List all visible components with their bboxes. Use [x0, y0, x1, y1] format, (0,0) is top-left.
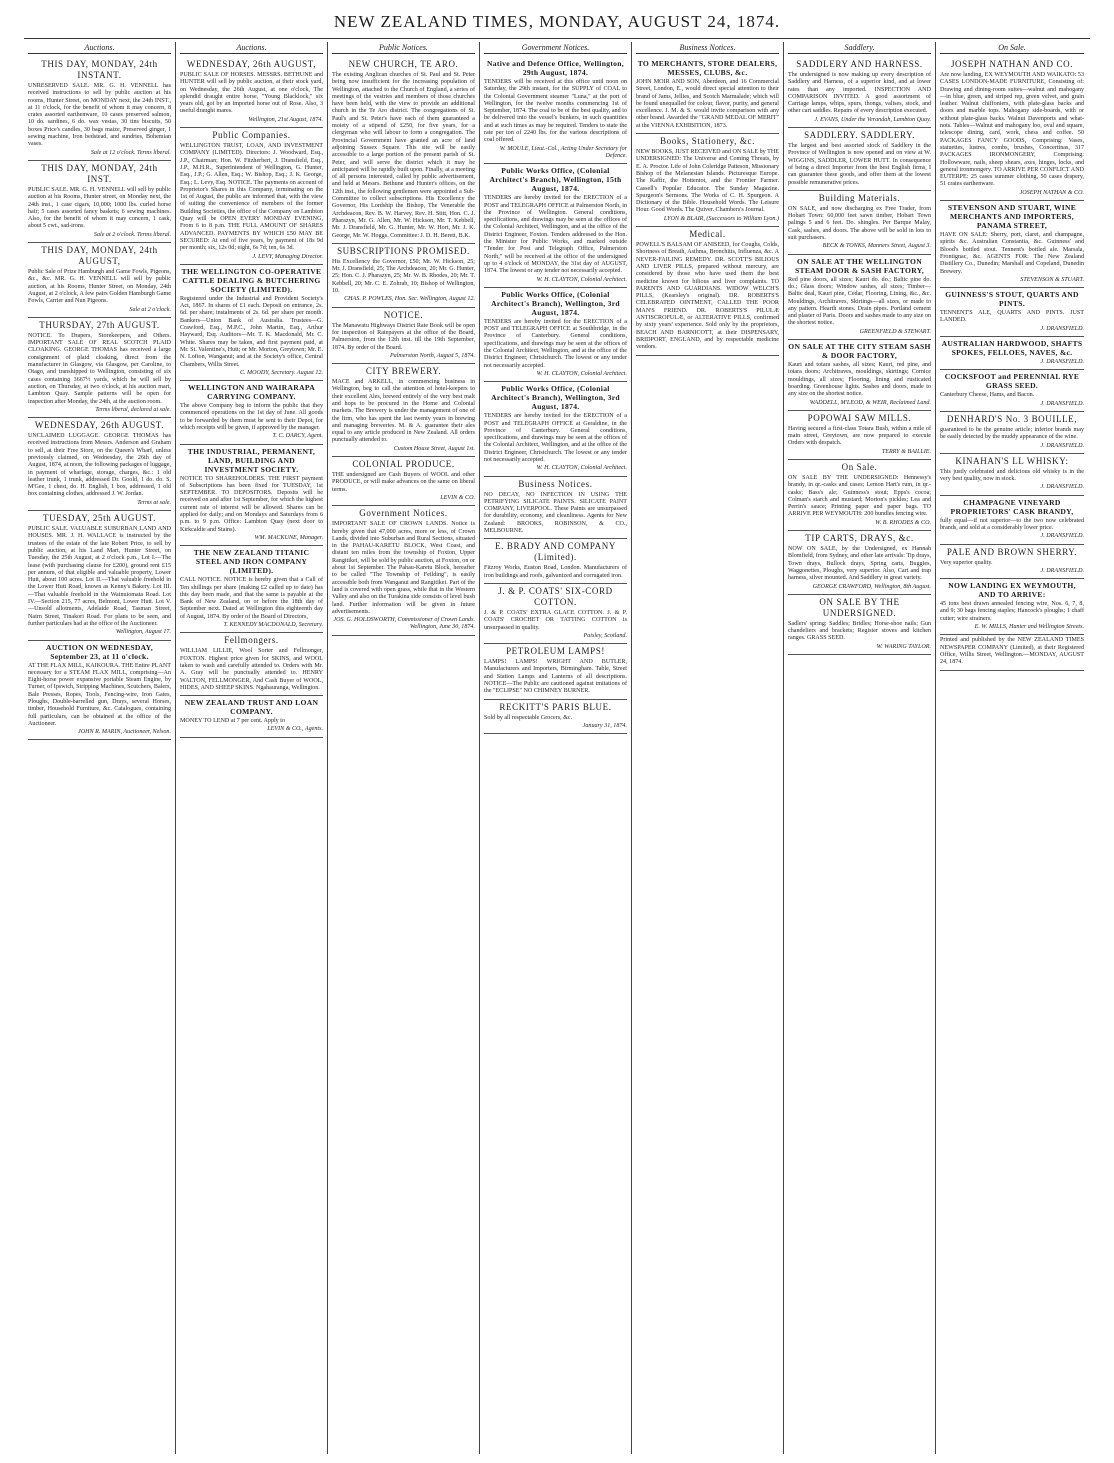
advertisement-title: On Sale. — [841, 461, 878, 472]
advertisement-title: SUBSCRIPTIONS PROMISED. — [337, 245, 470, 256]
advertisement-title: COCKSFOOT and PERENNIAL RYE GRASS SEED. — [944, 372, 1080, 391]
advertisement-body: Having secured a first-class Totara Bush, within a mile of main street, Greytown, are now prepared to execute Orders with despatch. — [788, 425, 931, 447]
column-heading: Auctions. — [28, 42, 171, 54]
advertisement-title: STEVENSON AND STUART, WINE MERCHANTS AND IMPORTERS, PANAMA STREET, — [947, 203, 1077, 231]
column-2 — [176, 42, 328, 1454]
advertisement-body: Very superior quality. — [940, 559, 993, 566]
advertisement-body: NOW ON SALE, by the Undersigned, ex Hannah Blomfield, from Sydney, and other late arrivals: Tip drays, Town drays, Bullock drays, Spring carts, Buggies, Waggonettes, Ploughs, very superior. Also, Cart and trap harness, silver mounted. And Saddlery in great variety. — [788, 546, 931, 582]
advertisement-signature: BECK & TONKS, Manners Street, August 3. — [822, 243, 931, 250]
advertisement-signature: January 31, 1874. — [582, 722, 627, 729]
advertisement-body: This justly celebrated and delicious old whisky is in the very best quality, now in stock. — [940, 468, 1084, 483]
advertisement-signature: Sale at 2 o'clock. Terms liberal. — [93, 231, 171, 238]
column-heading: Saddlery. — [788, 42, 931, 54]
advertisement-title: COLONIAL PRODUCE. — [352, 459, 455, 470]
column-3 — [328, 42, 480, 1454]
advertisement-body: WELLINGTON TRUST, LOAN, AND INVESTMENT COMPANY (LIMITED). Directors: J. Woodward, Esq., J.P., Chairman; Hon. W. Fitzherbert, J. Dransfield, Esq., J.P., M.H.R., Superintendent of Wellington, G. Hunter, Esq., J.P.; G. Allen, Esq.; W. Bishop, Esq.; J. K. George, Esq.; L. Levy, Esq. NOTICE. The payments on account of Proprietor's Shares in this Company, terminating on the 1st of August, the public are informed that, with the view of suiting the convenience of members of the former Building Societies, the office of the Company on Lambton Quay will be OPEN EVERY MONDAY EVENING, From 6 to 8 p.m. THE FULL AMOUNT OF SHARES ADVANCED. PAYMENTS BY WHICH £50 MAY BE SECURED: At end of five years, by payment of 18s 9d per month; six, 12s 0d; eight, 6s 7d; ten, 6s 3d. — [180, 143, 323, 252]
advertisement — [28, 418, 171, 511]
advertisement — [940, 545, 1084, 580]
advertisement-body: Public Sale of Prize Hamburgh and Game Fowls, Pigeons, &c., &c. MR. G. H. VENNELL will sell by public auction, at his Rooms, Hunter Street, on Monday, 24th August, at 2 o'clock, A few pairs Golden Hamburgh Game Fowls, Carrier and Nun Pigeons. — [28, 269, 171, 305]
advertisement — [332, 244, 475, 308]
advertisement-title: NOTICE. — [383, 309, 424, 320]
advertisement-body: MACE and ARKELL, in commencing business in Wellington, beg to call the attention of hotel-keepers to their excellent Ales, brewed entirely of the very best malt and hops to be procured in the Home and Colonial markets. The Brewery is under the management of one of the firm, who has spent the last twenty years in brewing and managing breweries. M. & A. guarantee their ales equal to any article produced in New Zealand. All orders punctually attended to. — [332, 379, 475, 444]
advertisement — [940, 288, 1084, 337]
advertisement-body: Sold by all respectable Grocers, &c. — [484, 714, 573, 721]
advertisement-title: Fellmongers. — [224, 635, 279, 646]
column-heading: Public Notices. — [332, 42, 475, 54]
advertisement — [636, 57, 779, 134]
advertisement-signature: Palmerston North, August 5, 1874. — [389, 352, 475, 359]
advertisement — [180, 546, 323, 633]
advertisement — [484, 477, 627, 540]
masthead: NEW ZEALAND TIMES, MONDAY, AUGUST 24, 1874. — [333, 12, 781, 31]
advertisement-signature: WADDELL, M'LEOD, & WEIR, Reclaimed Land. — [809, 399, 931, 406]
advertisement — [788, 255, 931, 340]
advertisement — [484, 539, 627, 584]
advertisement — [180, 128, 323, 265]
advertisement — [180, 381, 323, 444]
advertisement-body: PUBLIC SALE. MR. G. H. VENNELL will sell by public auction at his Rooms, Hunter street, on Monday next, the 24th inst., 1 case cigars, 10,000; 1000 lbs. curled horse hair; 5 cases assorted fancy baskets; 6 sewing machines. Also, for the benefit of whom it may concern, 1 cask, about 5 cwt., sad-irons. — [28, 186, 171, 230]
column-4 — [480, 42, 632, 1454]
advertisement-title: NOW LANDING EX WEYMOUTH, AND TO ARRIVE: — [948, 581, 1076, 600]
advertisement-title: KINAHAN'S LL WHISKY: — [955, 455, 1069, 466]
advertisement-signature: Wellington, August 17. — [115, 629, 171, 636]
advertisement — [788, 411, 931, 460]
advertisement-title: PALE AND BROWN SHERRY. — [946, 546, 1078, 557]
advertisement — [180, 57, 323, 128]
advertisement-body: TENDERS are hereby invited for the ERECTION of a POST and TELEGRAPH OFFICE at Southbridge, in the Province of Canterbury. General conditions, specifications, and drawings may be seen at the offices of the Colonial Architect, Wellington, and at the office of the District Engineer, Christchurch. The lowest or any tender not necessarily accepted. — [484, 318, 627, 369]
advertisement-body: The above Company beg to inform the public that they commenced operations on the 1st day of June. All goods to be forwarded by them must be sent to their Depot, for which receipts will be given, if approved by the manager. — [180, 403, 323, 431]
advertisement — [788, 191, 931, 255]
advertisement-signature: W. WARING TAYLOR. — [876, 643, 931, 650]
advertisement — [940, 496, 1084, 545]
advertisement — [332, 308, 475, 364]
advertisement-title: PETROLEUM LAMPS! — [506, 646, 605, 657]
advertisement — [28, 641, 171, 741]
advertisement-title: SADDLERY AND HARNESS. — [796, 59, 923, 69]
advertisement-signature: Sale at 2 o'clock. — [129, 306, 171, 313]
advertisement-signature: LEVIN & CO., Agents. — [267, 726, 323, 733]
advertisement-signature: W. H. CLAYTON, Colonial Architect. — [536, 465, 627, 472]
advertisement-title: ON SALE BY THE UNDERSIGNED. — [819, 596, 900, 618]
advertisement-title: THIS DAY, MONDAY, 24th INSTANT. — [41, 59, 158, 80]
advertisement-title: NEW ZEALAND TRUST AND LOAN COMPANY. — [184, 698, 319, 717]
advertisement — [484, 584, 627, 644]
advertisement-signature: JOHN R. MARIN, Auctioneer, Nelson. — [78, 729, 171, 736]
advertisement — [484, 288, 627, 382]
advertisement-body: NOTICE TO SHAREHOLDERS. THE FIRST payment of Subscriptions has been fixed for TUESDAY, 1st SEPTEMBER. TO DEPOSITORS. Deposits will be received on and after 1st September, for which the highest current rate of interest will be allowed. Shares can be applied for daily; and on Mondays and Saturdays from 6 p.m. to 9 p.m. Office: Lambton Quay (next door to Kirkcaldie and Stains). — [180, 475, 323, 533]
masthead-rule — [24, 38, 1090, 39]
advertisement-body: The undersigned is now making up every description of Saddlery and Harness, of a superior kind, and at lower rates than any imported. INSPECTION AND COMPARISON INVITED. A good assortment of Carriage lamps, whips, spurs, thongs, valises, stock, and other cart saddles. Repairs of every description executed. — [788, 72, 931, 115]
advertisement-signature: Custom House Street, August 1st. — [393, 445, 475, 452]
advertisement-body: 45 tons best drawn annealed fencing wire, Nos. 6, 7, 8, and 9; 30 bags fencing staples; Hancock's ploughs; 1 chaff cutter; wire strainers. — [940, 601, 1084, 622]
advertisement — [940, 412, 1084, 454]
advertisement-title: Public Works Office, (Colonial Architect's Branch), Wellington, 3rd August, 1874. — [491, 289, 620, 317]
advertisement-body: His Excellency the Governor, £50; Mr. W. Hickson, 25; Mr. J. Dransfield, 25; The Archdeacon, 20; Mr. G. Hunter, 25; Hon. C. J. Pharazyn, 25; Mr. W. B. Rhodes, 20; Mr. T. Kebbell, 20; Mr. C. E. Zohrab, 10; Bishop of Wellington, 10. — [332, 258, 475, 295]
advertisement — [484, 644, 627, 699]
advertisement-title: CITY BREWERY. — [365, 366, 442, 377]
advertisement — [940, 635, 1084, 670]
advertisement-body: POWELL'S BALSAM OF ANISEED, for Coughs, Colds, Shortness of Breath, Asthma, Bronchitis, Influenza, &c. A NEVER-FAILING REMEDY. DR. SCOTT'S BILIOUS AND LIVER PILLS, prepared without mercury, are considered by those who have used them the best medicine known for bilious and liver complaints. TO PARENTS AND GUARDIANS. WIDOW WELCH'S PILLS, (Kearsley's original). DR. ROBERTS'S CELEBRATED OINTMENT, CALLED THE POOR MAN'S FRIEND. DR. ROBERTS'S PILULÆ ANTISCROFULÆ, or ALTERATIVE PILLS, confirmed by sixty years' experience. Sold only by the proprietors, BEACH AND BARNICOTT, at their DISPENSARY, BRIDPORT, ENGLAND, and by respectable medicine vendors. — [636, 242, 779, 351]
advertisement — [28, 57, 171, 161]
advertisement-signature: JOSEPH NATHAN & CO. — [1019, 189, 1084, 196]
advertisement-signature: J. DRANSFIELD. — [1040, 325, 1084, 332]
advertisement-signature: J. DRANSFIELD. — [1040, 359, 1084, 366]
advertisement-title: AUSTRALIAN HARDWOOD, SHAFTS SPOKES, FELLOES, NAVES, &c. — [941, 339, 1083, 358]
advertisement-signature: J. DRANSFIELD. — [1040, 400, 1084, 407]
column-7 — [936, 42, 1088, 1454]
advertisement-title: THE INDUSTRIAL, PERMANENT, LAND, BUILDING AND INVESTMENT SOCIETY. — [187, 446, 316, 474]
advertisement — [28, 318, 171, 418]
advertisement-signature: W. H. CLAYTON, Colonial Architect. — [536, 276, 627, 283]
advertisement-body: NO DECAY, NO INFECTION IN USING THE PETRIFYING SILICATE PAINTS. SILICATE PAINT COMPANY, LIVERPOOL. These Paints are unsurpassed for durability, economy, and cleanliness. Agents for New Zealand: BROOKS, ROBINSON, & CO., MELBOURNE. — [484, 491, 627, 535]
advertisement-body: Printed and published by the NEW ZEALAND TIMES NEWSPAPER COMPANY (Limited), at their Registered Office, Willis Street, Wellington.—MONDAY, AUGUST 24, 1874. — [940, 637, 1084, 666]
advertisement-signature: Terms at sale. — [137, 499, 171, 506]
advertisement — [180, 696, 323, 738]
advertisement-signature: T. C. DARCY, Agent. — [272, 433, 323, 440]
advertisement-title: THIS DAY, MONDAY, 24th INST. — [41, 162, 158, 184]
advertisement-body: Sadlers' spring; Saddles; Bridles; Horse-shoe nails; Gun chandeliers and brackets; Register stoves and kitchen ranges. GRASS SEED. — [788, 620, 931, 642]
advertisement-title: Books, Stationery, &c. — [660, 136, 755, 147]
advertisement-title: Public Works Office, (Colonial Architect's Branch), Wellington, 15th August, 1874. — [489, 166, 622, 194]
advertisement — [940, 454, 1084, 496]
column-6 — [784, 42, 936, 1454]
advertisement — [484, 57, 627, 164]
advertisement — [28, 243, 171, 318]
advertisement-signature: W. MOULE, Lieut.-Col., Acting Under Secretary for Defence. — [499, 145, 627, 159]
advertisement — [332, 364, 475, 457]
advertisement-body: TENDERS will be received at this office until noon on Saturday, the 29th instant, for the SUPPLY of COAL to the Colonial Government steamer "Luna," at the port of Wellington, for the twelve months commencing 1st of September, 1874. The coal to be of the best quality, and to be delivered into the vessel's bunkers, in such quantities and at such times as may be required. Tenders to state the rate per ton of 2240 lbs. for the various descriptions of coal offered. — [484, 79, 627, 144]
advertisement-title: ON SALE AT THE WELLINGTON STEAM DOOR & SASH FACTORY, — [794, 256, 925, 275]
advertisement — [180, 445, 323, 547]
advertisement — [484, 164, 627, 288]
advertisement-body: The Manawatu Highways District Rate Book will be open for inspection of Ratepayers at the office of the Board, Palmerston, from the 12th inst. till the 19th September, 1874. By order of the Board. — [332, 322, 475, 351]
advertisement — [332, 506, 475, 635]
advertisement-body: CALL NOTICE. NOTICE is hereby given that a Call of Ten shillings per share (making £2 called up to date) has this day been made, and that the same is payable at the Bank of New Zealand, on or before the 18th day of September next. Dated at Wellington this eighteenth day of August, 1874. By order of the Board of Directors, — [180, 577, 323, 620]
advertisement-signature: JOS. G. HOLDSWORTH, Commissioner of Crown Lands. Wellington, June 30, 1874. — [333, 617, 475, 631]
advertisement — [788, 128, 931, 191]
advertisement-body: UNRESERVED SALE. MR. G. H. VENNELL has received instructions to sell by public auction at his rooms, Hunter Street, on MONDAY next, the 24th INST., at 11 o'clock, for the benefit of whom it may concern, 8 crates assorted earthenware, 10 cases preserved salmon, 10 do. sardines, 6 do. wax vestas, 30 tins biscuits, 50 boxes Price's candles, 30 bags maize, Preserved ginger, 1 sewing machine, Iron bedstead, and sundries, Bohemian vases. — [28, 83, 171, 148]
advertisement-body: LAMPS! LAMPS! WRIGHT AND BUTLER, Manufacturers and Importers, Birmingham. Table, Street and Station Lamps and Lanterns of all descriptions. NOTICE—The Public are cautioned against imitations of the "ECLIPSE" NO CHIMNEY BURNER. — [484, 659, 627, 695]
advertisement-signature: LYON & BLAIR, (Successors to William Lyon.) — [663, 215, 779, 222]
advertisement-signature: J. DRANSFIELD. — [1040, 442, 1084, 449]
advertisement-title: TUESDAY, 25th AUGUST. — [43, 513, 156, 524]
advertisement-body: NEW BOOKS, JUST RECEIVED and ON SALE by THE UNDERSIGNED: The Universe and Coming Threats, by E. A. Proctor. Life of John Coleridge Patteson, Missionary Bishop of the Melanesian Islands. Picturesque Europe. The Kaffir, the Hottentot, and the Frontier Farmer. Cassell's Popular Educator. The Sunday Magazine. Spurgeon's Sermons. The Works of C. H. Spurgeon. A Dictionary of the Bible. Household Words. The Leisure Hour. Good Words. The Quiver. Chambers's Journal. — [636, 149, 779, 214]
advertisement-title: Native and Defence Office, Wellington, 29th August, 1874. — [487, 59, 624, 77]
advertisement-signature: GEORGE CRAWFORD, Wellington, 8th August. — [812, 583, 931, 590]
advertisement-body: guaranteed to be the genuine article; inferior brands may be easily detected by the muddy appearance of the wine. — [940, 426, 1084, 441]
advertisement — [636, 134, 779, 227]
advertisement-body: TENDERS are hereby invited for the ERECTION of a POST and TELEGRAPH OFFICE at Geraldine, in the Province of Canterbury. General conditions, specifications, and drawings may be seen at the offices of the Colonial Architect, Wellington, and at the office of the District Engineer, Christchurch. The lowest or any tender not necessarily accepted. — [484, 413, 627, 463]
advertisement-title: CHAMPAGNE VINEYARD PROPRIETORS' CASK BRANDY, — [950, 497, 1074, 516]
advertisement-title: AUCTION ON WEDNESDAY, September 23, at 11 o'clock. — [45, 642, 154, 661]
advertisement-title: JOSEPH NATHAN AND CO. — [950, 59, 1074, 69]
advertisement-signature: TERRY & BAILLIE. — [881, 448, 931, 455]
advertisement-signature: J. DRANSFIELD. — [1040, 484, 1084, 491]
advertisement-title: Business Notices. — [518, 478, 593, 489]
advertisement-body: NOTICE. To Drapers, Storekeepers, and Others. IMPORTANT SALE OF REAL SCOTCH PLAID CLOAKING. GEORGE THOMAS has received a large consignment of plaid cloaking, direct from the manufacturer in Glasgow, via Glasgow, per Caroline, to Otago, and transhipped to Wellington, consisting of six cases containing 3667½ yards, which he will sell by auction, on Thursday, at two o'clock, at his auction mart, Lambton Quay. Sample patterns will be open for inspection after Monday, the 24th, at the auction room. — [28, 332, 171, 405]
advertisement-body: THE undersigned are Cash Buyers of WOOL and other PRODUCE, or will make advances on the same on liberal terms. — [332, 472, 475, 493]
advertisement — [484, 382, 627, 476]
advertisement-body: UNCLAIMED LUGGAGE. GEORGE THOMAS has received instructions from Messrs. Anderson and Graham to sell, at their Free Store, on the Queen's Wharf, unless previously claimed, on Wednesday, the 26th day of August, 1874, at noon, the following packages of luggage, in payment of wharfage, storage, charges, &c.: 1 old leather trunk, 1 trunk, addressed Dr. Goold, 1 do. do. S. M'Gee, 1 chest, do. H. English, 1 box, addressed, 1 old box containing clothes, addressed J. W. Jordan. — [28, 433, 171, 498]
advertisement — [940, 57, 1084, 201]
advertisement-signature: T. KENNEDY MACDONALD, Secretary. — [223, 622, 323, 629]
advertisement-signature: J. DRANSFIELD. — [1040, 567, 1084, 574]
advertisement-title: Public Works Office, (Colonial Architect's Branch), Wellington, 3rd August, 1874. — [491, 384, 620, 412]
advertisement-signature: J. LEVY, Managing Director. — [252, 253, 323, 260]
advertisement-body: Fitzroy Works, Euston Road, London. Manufacturers of iron buildings and roofs, galvanized and corrugated iron. — [484, 565, 627, 579]
advertisement-title: THE WELLINGTON CO-OPERATIVE CATTLE DEALING & BUTCHERING SOCIETY (LIMITED). — [181, 266, 322, 294]
advertisement — [28, 511, 171, 640]
advertisement-body: MONEY TO LEND at 7 per cent. Apply to — [180, 718, 285, 725]
column-heading: Government Notices. — [484, 42, 627, 54]
advertisement-title: DENHARD'S No. 3 BOUILLE, — [946, 413, 1078, 424]
advertisement-signature: Paisley, Scotland. — [583, 632, 627, 639]
advertisement-body: WILLIAM LILLIE, Wool Sorter and Fellmonger, FOXTON. Highest price given for SKINS, and WOOL taken to wash and carefully attended to. Orders with Mr. A. Gray will be punctually attended to. HENRY WALTON, FELLMONGER, And Cash Buyer of WOOL, HIDES, AND SHEEP SKINS. Ngahauranga, Wellington. — [180, 648, 323, 691]
advertisement — [788, 57, 931, 128]
advertisement-title: NEW CHURCH, TE ARO. — [348, 59, 459, 69]
advertisement — [788, 340, 931, 411]
advertisement — [180, 633, 323, 696]
advertisement-title: Public Companies. — [212, 130, 291, 141]
advertisement — [940, 370, 1084, 412]
advertisement-body: Are now landing, EX WEYMOUTH AND WAIKATO: 53 CASES LONDON-MADE FURNITURE, Consisting of: Drawing and dining-room suites—walnut and mahogany—in blue, green, and striped rep, green velvet, and grain leather. Walnut chiffoniers, with plate-glass backs and doors and marble tops. Mahogany side-boards, with or without plate-glass backs. Walnut Davenports and what-nots. Tables—Walnut and mahogany loo, oval and square, telescope dining, card, work, chess and coffee. 50 PACKAGES FANCY GOODS, Comprising: Vases, statuettes, lustres, combs, brushes, Concertinas, 317 PACKAGES IRONMONGERY, Comprising: Hollowware, nails, sheep shears, axes, hinges, locks, and general ironmongery. TO ARRIVE PER CONFLICT AND EUTERPE: 25 cases summer clothing, 50 cases drapery, 51 crates earthenware. — [940, 72, 1084, 188]
advertisement-title: TO MERCHANTS, STORE DEALERS, MESSES, CLUBS, &c. — [637, 59, 778, 77]
advertisement — [788, 531, 931, 595]
advertisement-body: The existing Anglican churches of St. Paul and St. Peter being now insufficient for the increasing population of Wellington, attached to the Church of England, a series of meetings of the vestries and members of those churches have been held, with the view to provide an additional church in the Te Aro district. The congregations of St. Paul's and St. Peter's have each of them guaranteed a moiety of a stipend of £250, for five years, for a clergyman who will labour to form a congregation. The Provincial Government have granted an acre of land adjoining Sussex Square. This site will be easily accessible to a large portion of the present parish of St. Peter, and will serve the district which it may be anticipated will be rapidly built upon. Finally, at a meeting of all persons interested, called by public advertisement, and held at Messrs. Bethune and Hunter's offices, on the 12th inst., the following gentlemen were appointed a Sub-Committee to collect subscriptions. His Excellency the Governor, His Lordship the Bishop, The Venerable the Archdeacon, Rev. B. W. Harvey, Rev. H. Stitt, Hon. C. J. Pharazyn, Mr. G. Allen, Mr. W. Hickson, Mr. T. Kebbell, Mr. J. Dransfield, Mr. G. Hunter, Mr. W. Hort, Mr. J. K. George, Mr. W. Hoggs. Committee: J. D. H. Berett, B.K. — [332, 72, 475, 239]
advertisement-title: TIP CARTS, DRAYS, &c. — [805, 533, 914, 544]
column-heading: On Sale. — [940, 42, 1084, 54]
advertisement — [332, 57, 475, 244]
advertisement-title: THE NEW ZEALAND TITANIC STEEL AND IRON COMPANY (LIMITED). — [193, 548, 310, 576]
advertisement-signature: Terms liberal, declared at sale. — [95, 406, 171, 413]
advertisement-title: POPOWAI SAW MILLS. — [807, 412, 912, 423]
advertisement-title: Medical. — [689, 229, 726, 240]
advertisement-body: IMPORTANT SALE OF CROWN LANDS. Notice is hereby given that 47,000 acres, more or less, of Crown Lands, divided into Suburban and Rural Sections, situated in the PAHAU-KARETU BLOCK, West Coast, and distant ten miles from the township of Foxton, Upper Rangitikei, will be sold by public auction, at Foxton, on or about 1st September. The Pahau-Karetu Block, hereafter to be called "The Township of Feilding", is easily accessible both from Wanganui and Rangitikei. Part of the land is covered with open grass, while that in the Western Valley and also on the Turakina side consists of level bush land. Further information will be given in future advertisements. — [332, 521, 475, 615]
advertisement-title: THURSDAY, 27th AUGUST. — [39, 319, 160, 330]
advertisement-body: ON SALE, and now discharging ex Free Trader, from Hobart Town: 60,000 feet sawn timber, Hobart Town palings 5 and 6 feet. Do. shingles. Per Barque Malay, Cask, sashes, and doors. The above will be sold in lots to suit purchasers. — [788, 205, 931, 242]
advertisement-body: The largest and best assorted stock of Saddlery in the Province of Wellington is now opened and on view at W. WIGGINS, SADDLER, LOWER HUTT. In consequence of being a direct Importer from the best English firms, I can guarantee these goods, and offer them at the lowest possible remunerative prices. — [788, 143, 931, 186]
advertisement — [332, 457, 475, 506]
advertisement — [788, 460, 931, 531]
column-5 — [632, 42, 784, 1454]
advertisement-signature: W. H. CLAYTON, Colonial Architect. — [536, 370, 627, 377]
advertisement-signature: GREENFIELD & STEWART. — [859, 328, 931, 335]
advertisement-title: E. BRADY AND COMPANY (Limited). — [495, 541, 616, 563]
advertisement-body: fully equal—if not superior—to the two now celebrated brands, and sold at a considerably lower price. — [940, 517, 1084, 531]
advertisement-body: PUBLIC SALE OF HORSES. MESSRS. BETHUNE and HUNTER will sell by public auction, at their stock yard, on Wednesday, the 26th August, at one o'clock, The splendid draught entire horse, "Young Blacklock," six years old, got by an imported horse out of Rose. Also, 3 useful draught mares. — [180, 72, 323, 115]
advertisement-signature: Sale at 12 o'clock. Terms liberal. — [90, 149, 171, 156]
column-heading: Business Notices. — [636, 42, 779, 54]
advertisement — [940, 201, 1084, 288]
advertisement-title: WEDNESDAY, 26th AUGUST. — [34, 420, 165, 431]
column-1 — [24, 42, 176, 1454]
advertisement-title: ON SALE AT THE CITY STEAM SASH & DOOR FACTORY, — [788, 342, 931, 361]
advertisement — [484, 700, 627, 735]
advertisement-title: J. & P. COATS' SIX-CORD COTTON. — [498, 585, 613, 607]
advertisement-body: PUBLIC SALE. VALUABLE SUBURBAN LAND AND HOUSES. MR. J. H. WALLACE is instructed by the trustees of the estate of the late Robert Price, to sell by public auction, at his Land Mart, Hunter Street, on Tuesday, the 25th August, at 2 o'clock p.m., Lot I.—The lease (with purchasing clause for £200), ground rent £15 per annum, of that eligible and valuable property, Lower Hutt, about 100 acres. Lot II.—That valuable freehold in the Lower Hutt Road, known as Kenny's Bakery. Lot III.—That valuable freehold in the Wainuiomata Road. Lot IV.—Section 215, 77 acres, Belmont, Lower Hutt. Lot V.—Unsold allotments, Adelaide Road, Tasman Street, Nairn Street, Tinakori Road. For plans to be seen, and further particulars had at the office of the Auctioneer. — [28, 526, 171, 627]
advertisement-signature: E. W. MILLS, Hunter and Wellington Streets. — [974, 624, 1084, 631]
advertisement-signature: Wellington, 21st August, 1874. — [248, 116, 323, 123]
column-heading: Auctions. — [180, 42, 323, 54]
advertisement-title: Government Notices. — [359, 508, 448, 519]
advertisement-body: J. & P. COATS' EXTRA GLACE COTTON. J. & P. COATS' CROCHET OR TATTING COTTON is unsurpassed in quality. — [484, 609, 627, 631]
advertisement-body: AT THE FLAX MILL, KAIKOURA. THE Entire PLANT necessary for a STEAM FLAX MILL, comprising—An Eight-horse power expansive portable Steam Engine, by Turner, of Ipswich, Stripping Machines, Scutchers, Balers, Bale Presses, Ropes, Tools, Fencing-wire, Iron Gates, Ploughs, Double-barrelled gun, Drays, several Horses, timber, Household Furniture, &c. Catalogues, containing full particulars, can be obtained at the office of the Auctioneer. — [28, 662, 171, 727]
advertisement-body: Kauri and totara sashes, all sizes; Kauri, red pine, and totara doors; Architraves, mouldings, skirtings; Cornice mouldings, all sizes; Flooring, lining and rusticated boarding. Greenhouse lights. Sashes and doors, made to any size on the shortest notice. — [788, 362, 931, 398]
advertisement-signature: J. DRANSFIELD. — [1040, 533, 1084, 540]
advertisement-signature: WM. MACKUNE, Manager. — [254, 534, 323, 541]
advertisement-body: Canterbury Cheese, Hams, and Bacon. — [940, 392, 1035, 399]
advertisement-title: WELLINGTON AND WAIRARAPA CARRYING COMPANY. — [187, 383, 316, 402]
advertisement-signature: W. B. RHODES & CO. — [875, 519, 931, 526]
advertisement — [940, 337, 1084, 370]
advertisement-body: TENDERS are hereby invited for the ERECTION of a POST and TELEGRAPH OFFICE at Palmerston North, in the Province of Wellington. General conditions, specifications, and drawings may be seen at the offices of the Colonial Architect, Wellington, and at the office of the District Engineer, Foxton. Tenders addressed to the Hon. the Minister for Public Works, and marked outside "Tender for Post and Telegraph Office, Palmerston North," will be received at the office of the undersigned up to 4 o'clock of MONDAY, the 31st day of AUGUST, 1874. The lowest or any tender not necessarily accepted. — [484, 195, 627, 275]
advertisement-signature: C. MOODY, Secretary. August 12. — [239, 369, 323, 376]
advertisement-title: THIS DAY, MONDAY, 24th AUGUST, — [41, 245, 158, 267]
advertisement — [940, 579, 1084, 635]
advertisement-signature: LEVIN & CO. — [440, 494, 475, 501]
advertisement-body: TENNENT'S ALE, QUARTS AND PINTS. JUST LANDED. — [940, 310, 1084, 324]
columns-container — [24, 42, 1094, 1454]
advertisement — [180, 265, 323, 381]
advertisement-body: JOHN MOIR AND SON, Aberdeen, and 16 Commercial Street, London, E., would direct special attention to their brand of Jams, Jellies, and Scotch Marmalade; which will be found unequalled for colour, flavor, purity, and general excellence. J. M. & S. would invite comparison with any other brand. Awarded the "GRAND MEDAL OF MERIT" at the VIENNA EXHIBITION, 1873. — [636, 79, 779, 129]
advertisement-title: RECKITT'S PARIS BLUE. — [499, 701, 612, 712]
advertisement-body: ON SALE BY THE UNDERSIGNED: Hennessy's brandy, in qr.-casks and cases; Lemon Hart's rum, in qr.-casks; Bass's ale; Guinness's stout; Epps's cocoa; Colman's starch and mustard; Morton's pickles; Lea and Perrin's sauce; Printing paper and paper bags. TO ARRIVE PER WEYMOUTH: 200 bundles fencing wire. — [788, 474, 931, 518]
advertisement-title: GUINNESS'S STOUT, QUARTS AND PINTS. — [945, 290, 1079, 309]
advertisement — [28, 161, 171, 243]
advertisement-signature: CHAS. P. POWLES, Hon. Sec. Wellington, August 12. — [344, 296, 475, 303]
advertisement-body: HAVE ON SALE: Sherry, port, claret, and champagne, spirits &c. Australian Constantia, &c. Guinness' and Blood's bottled stout. Tennent's bottled ale. Marsala, Frontignac, &c. AGENTS FOR: The New Zealand Distillery Co., Dunedin; Marshall and Copeland, Dunedin Brewery. — [940, 232, 1084, 275]
advertisement — [788, 595, 931, 655]
advertisement-body: Red pine doors, all sizes; Kauri do. do.; Baltic pine do. do.; Glass doors; Window sashes, all sizes; Timber—Baltic deal, Kauri pine, Cedar, Flooring, Lining, &c., &c. Mouldings, Architraves, Skirtings—all sizes, or made to any pattern. Hearth stones. Drain pipes. Portland cement and plaster of Paris. Doors and sashes made to any size on the shortest notice. — [788, 276, 931, 327]
advertisement-body: Registered under the Industrial and Provident Society's Act, 1867. In shares of £1 each. Deposit on entrance, 2s. 6d. per share; instalments of 2s. 6d. per share per month. Bankers—Union Bank of Australia. Trustees—G. Crawford, Esq., M.P.C., John Martin, Esq., Arthur Hayward, Esq. Auditors—Mr. T. K. Macdonald, Mr. C. White. Shares may be taken, and first payment paid, at Mr. St. Valentine's, Hutt; or Mr. Morton, Greytown; Mr. E. N. Lofton, Wanganui; and at the Society's office, Central Chambers, Willis Street. — [180, 295, 323, 368]
advertisement-title: WEDNESDAY, 26th AUGUST, — [186, 59, 317, 69]
advertisement-title: SADDLERY. SADDLERY. — [804, 130, 915, 141]
advertisement-signature: J. EVANS, Under the Verandah, Lambton Quay. — [814, 116, 931, 123]
advertisement-signature: STEVENSON & STUART. — [1020, 276, 1084, 283]
advertisement-title: Building Materials. — [818, 192, 901, 203]
advertisement — [636, 227, 779, 355]
